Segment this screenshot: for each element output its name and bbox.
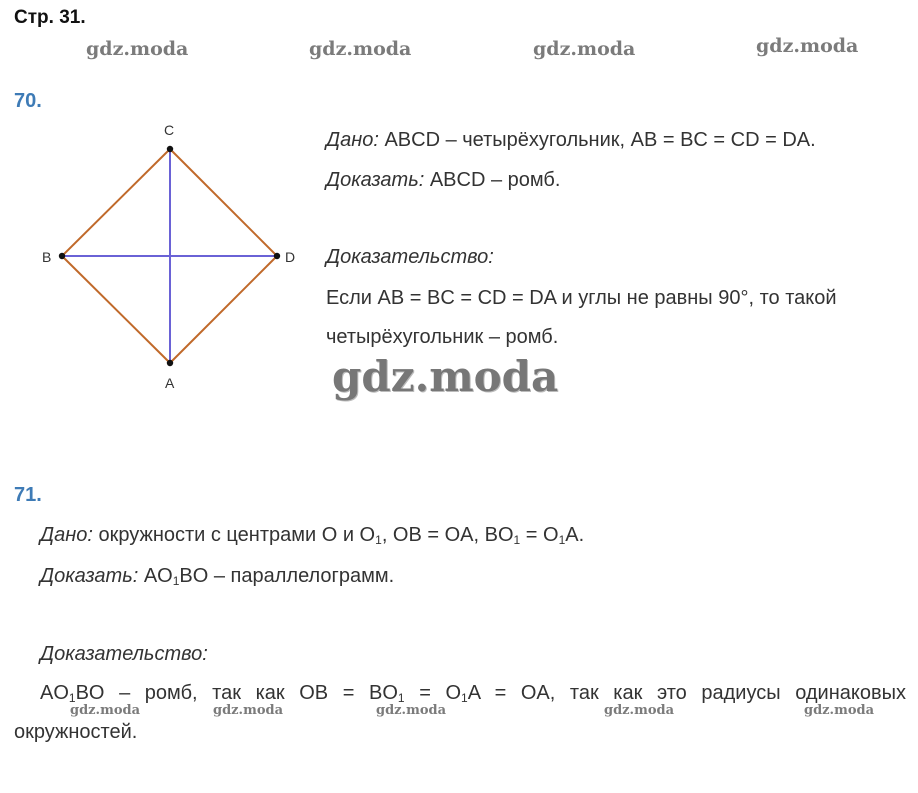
vertex-d-point bbox=[274, 253, 280, 259]
prove-label: Доказать: bbox=[326, 169, 425, 191]
vertex-c-point bbox=[167, 146, 173, 152]
page-reference: Стр. 31. bbox=[14, 7, 86, 28]
task-number-71: 71. bbox=[14, 484, 42, 506]
side-dc bbox=[170, 149, 277, 256]
given-label: Дано: bbox=[326, 129, 379, 151]
watermark: gdz.moda bbox=[309, 38, 412, 60]
side-cb bbox=[62, 149, 170, 256]
proof-line-71-1: $AO_1BO$ – ромб, так как OB = $BO_1 = O_1A$ = OA, так как это радиусы одинаковых bbox=[40, 682, 906, 705]
proof-line-71-2: окружностей. bbox=[14, 721, 138, 743]
vertex-b-point bbox=[59, 253, 65, 259]
proof-heading-70: Доказательство: bbox=[326, 246, 494, 268]
watermark: gdz.moda bbox=[70, 703, 141, 718]
prove-label: Доказать: bbox=[40, 565, 139, 587]
watermark: gdz.moda bbox=[604, 703, 675, 718]
proof-line-70-2: четырёхугольник – ромб. bbox=[326, 326, 559, 348]
given-label: Дано: bbox=[40, 524, 93, 546]
given-71: Дано: окружности с центрами O и $O_1$, OB = OA, $BO_1 = O_1A$. bbox=[40, 524, 585, 547]
vertex-d-label: D bbox=[285, 249, 296, 265]
proof-heading-71: Доказательство: bbox=[40, 643, 208, 665]
watermark-large: gdz.moda bbox=[332, 352, 559, 401]
given-70: Дано: ABCD – четырёхугольник, AB = BC = CD = DA. bbox=[326, 129, 816, 151]
vertex-b-label: B bbox=[42, 249, 52, 265]
watermark: gdz.moda bbox=[213, 703, 284, 718]
watermark: gdz.moda bbox=[533, 38, 636, 60]
vertex-c-label: C bbox=[164, 122, 175, 138]
prove-70: Доказать: ABCD – ромб. bbox=[326, 169, 561, 191]
vertex-a-point bbox=[167, 360, 173, 366]
watermark: gdz.moda bbox=[86, 38, 189, 60]
watermark: gdz.moda bbox=[376, 703, 447, 718]
watermark: gdz.moda bbox=[804, 703, 875, 718]
prove-71: Доказать: $AO_1BO$ – параллелограмм. bbox=[40, 565, 395, 588]
side-ad bbox=[170, 256, 277, 363]
vertex-a-label: A bbox=[165, 375, 175, 391]
watermark: gdz.moda bbox=[756, 35, 859, 57]
proof-line-70-1: Если AB = BC = CD = DA и углы не равны 90°, то такой bbox=[326, 287, 837, 309]
side-ba bbox=[62, 256, 170, 363]
rhombus-figure bbox=[30, 115, 320, 395]
task-number-70: 70. bbox=[14, 90, 42, 112]
